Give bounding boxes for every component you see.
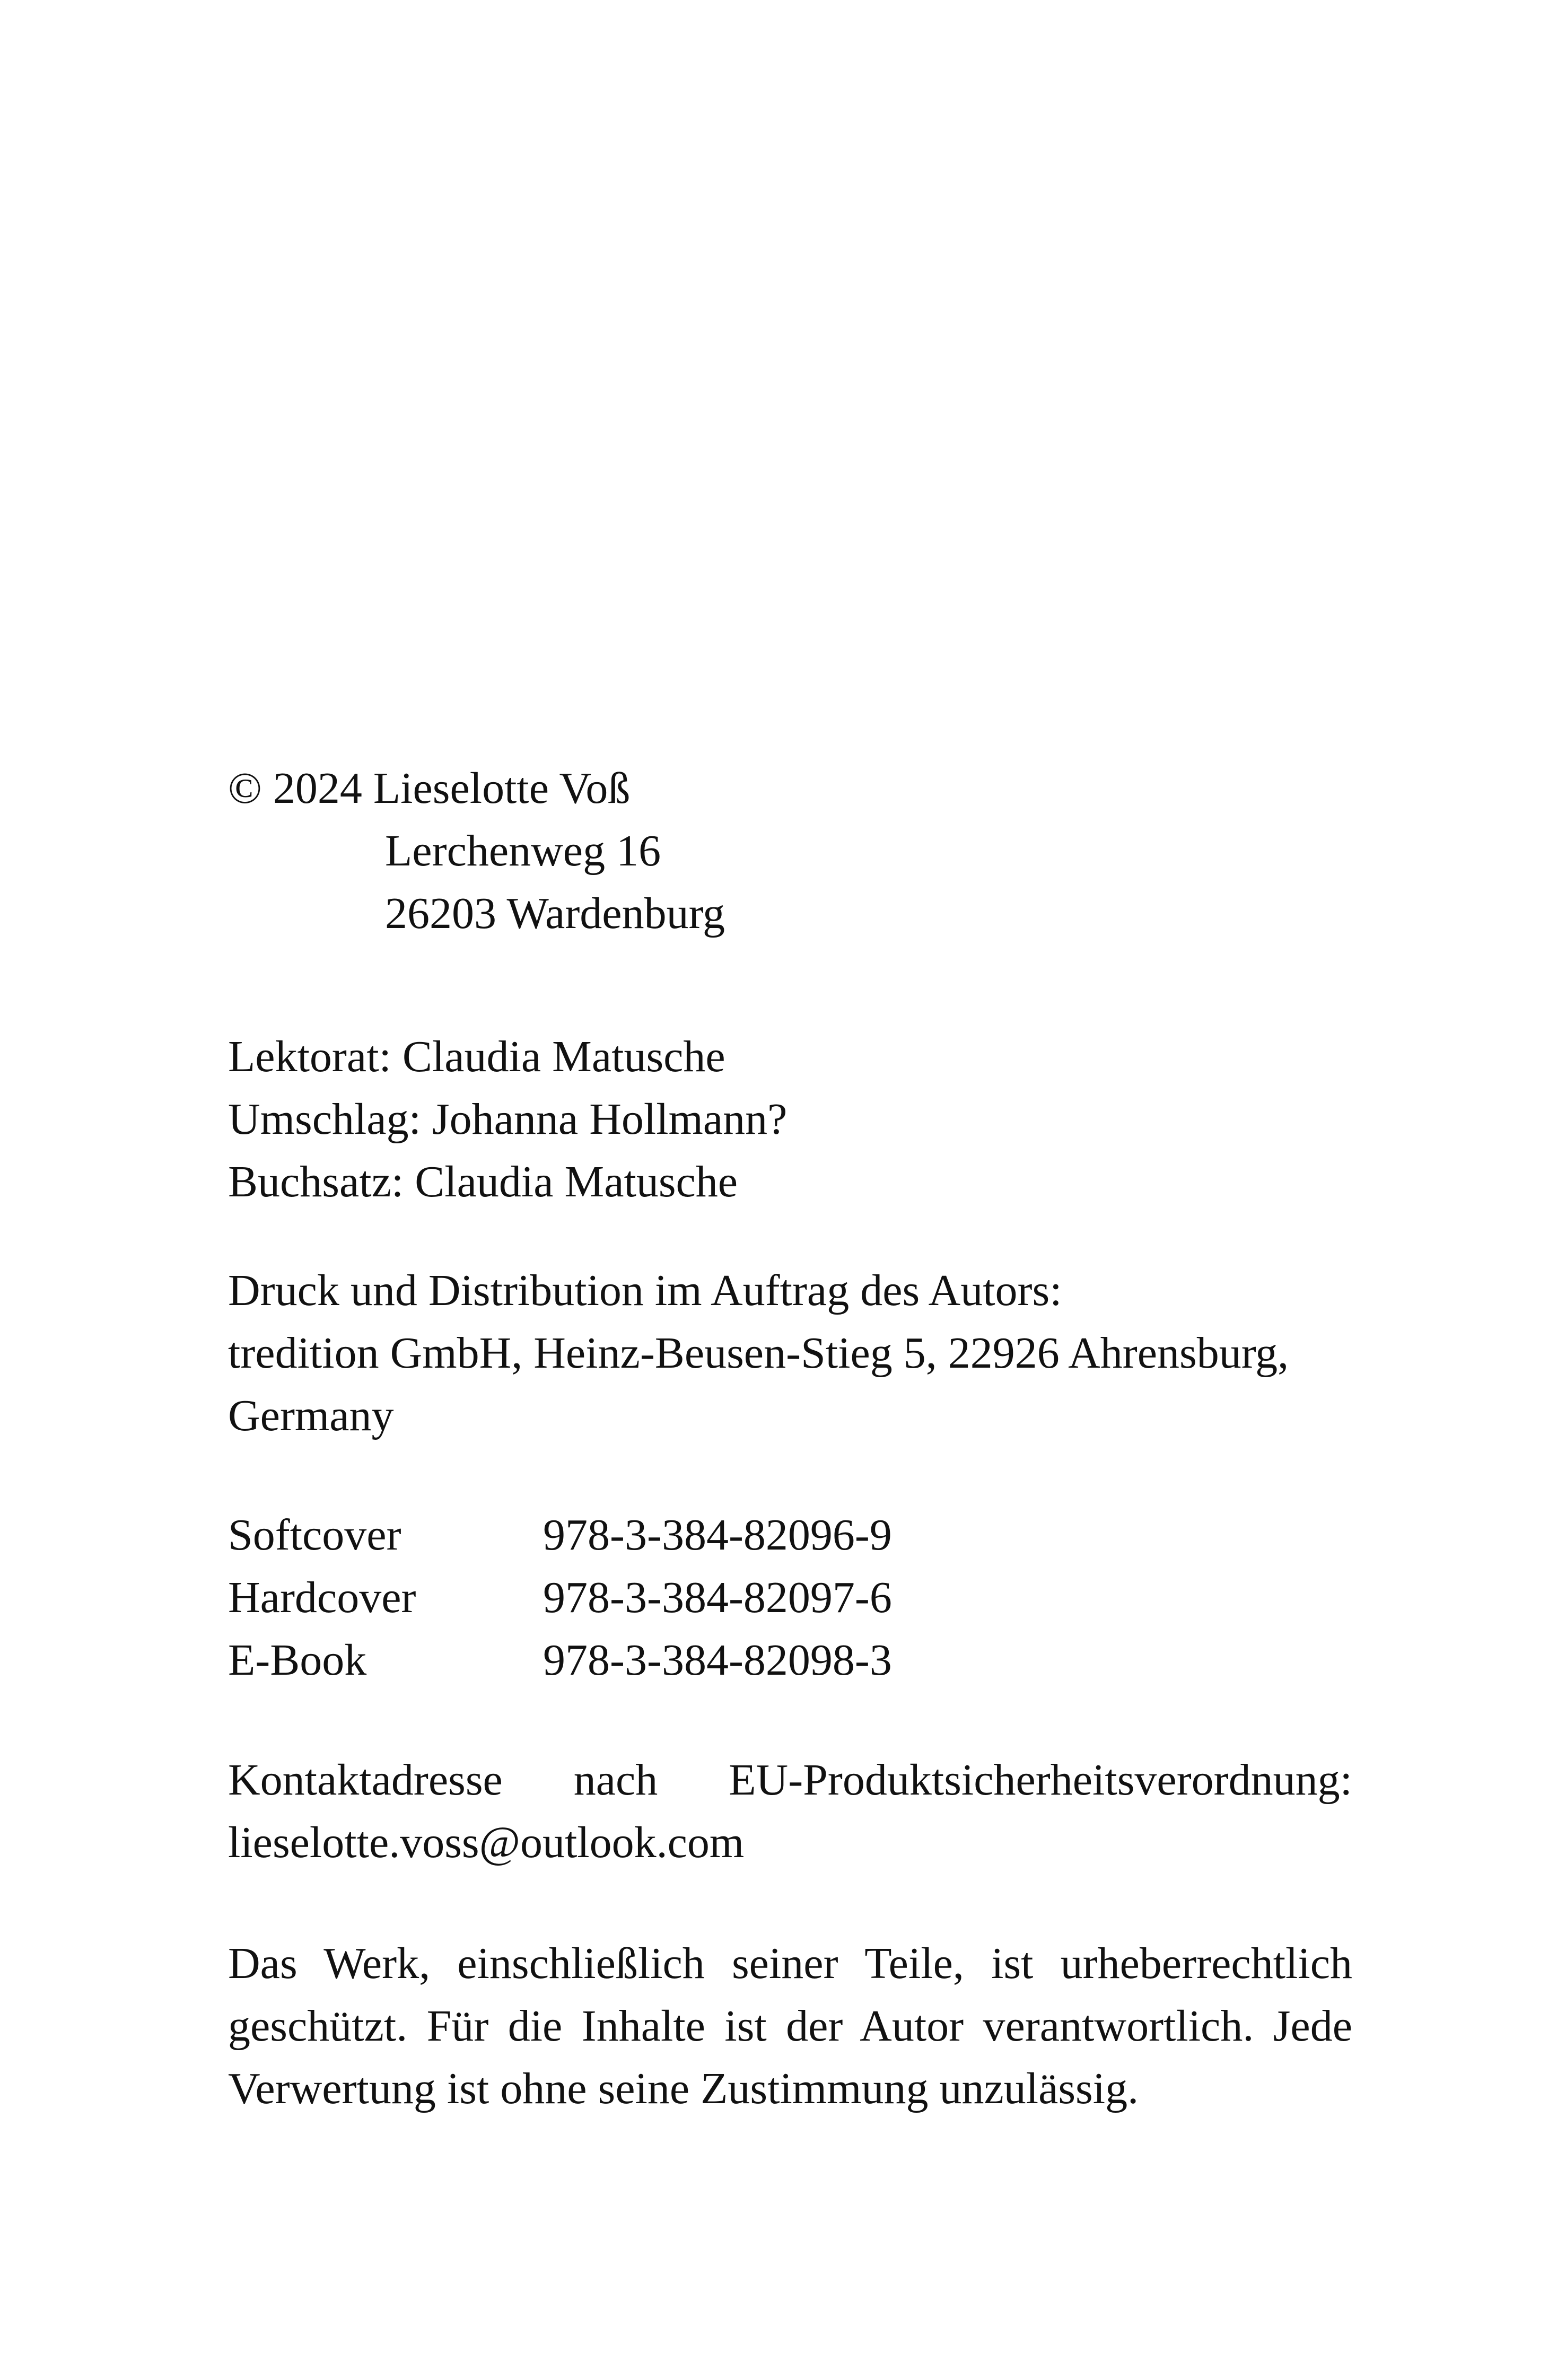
isbn-number: 978-3-384-82097-6 [543, 1573, 892, 1622]
contact-block [228, 1749, 1352, 1874]
legal-notice: Das Werk, einschließlich seiner Teile, ist urheberrechtlich geschützt. Für die Inhalte ist der Autor verantwortlich. Jede Verwertung ist ohne seine Zustimmung unzulässig. [228, 1939, 1352, 2113]
credit-buchsatz: Buchsatz: Claudia Matusche [228, 1157, 738, 1206]
isbn-number: 978-3-384-82096-9 [543, 1510, 892, 1560]
print-line-2: tredition GmbH, Heinz-Beusen-Stieg 5, 22926 Ahrensburg, [228, 1328, 1289, 1378]
credits-block [228, 1026, 1352, 1213]
isbn-list [228, 1504, 1352, 1692]
print-line-3: Germany [228, 1391, 394, 1440]
isbn-format: Hardcover [228, 1573, 416, 1622]
author-street: Lerchenweg 16 [385, 826, 661, 876]
contact-label: Kontaktadresse nach EU-Produktsicherheitsverordnung: [228, 1755, 1352, 1805]
isbn-row [228, 1629, 1352, 1692]
isbn-format: Softcover [228, 1510, 401, 1560]
isbn-format: E-Book [228, 1635, 367, 1685]
isbn-row [228, 1504, 1352, 1567]
print-distribution-block [228, 1259, 1352, 1447]
author-city: 26203 Wardenburg [385, 889, 725, 938]
isbn-number: 978-3-384-82098-3 [543, 1635, 892, 1685]
credit-umschlag: Umschlag: Johanna Hollmann? [228, 1095, 788, 1144]
isbn-row [228, 1567, 1352, 1629]
contact-email[interactable]: lieselotte.voss@outlook.com [228, 1818, 745, 1867]
copyright-block [228, 757, 1352, 945]
print-line-1: Druck und Distribution im Auftrag des Autors: [228, 1266, 1062, 1315]
copyright-line: © 2024 Lieselotte Voß [228, 764, 631, 813]
credit-lektorat: Lektorat: Claudia Matusche [228, 1032, 725, 1081]
